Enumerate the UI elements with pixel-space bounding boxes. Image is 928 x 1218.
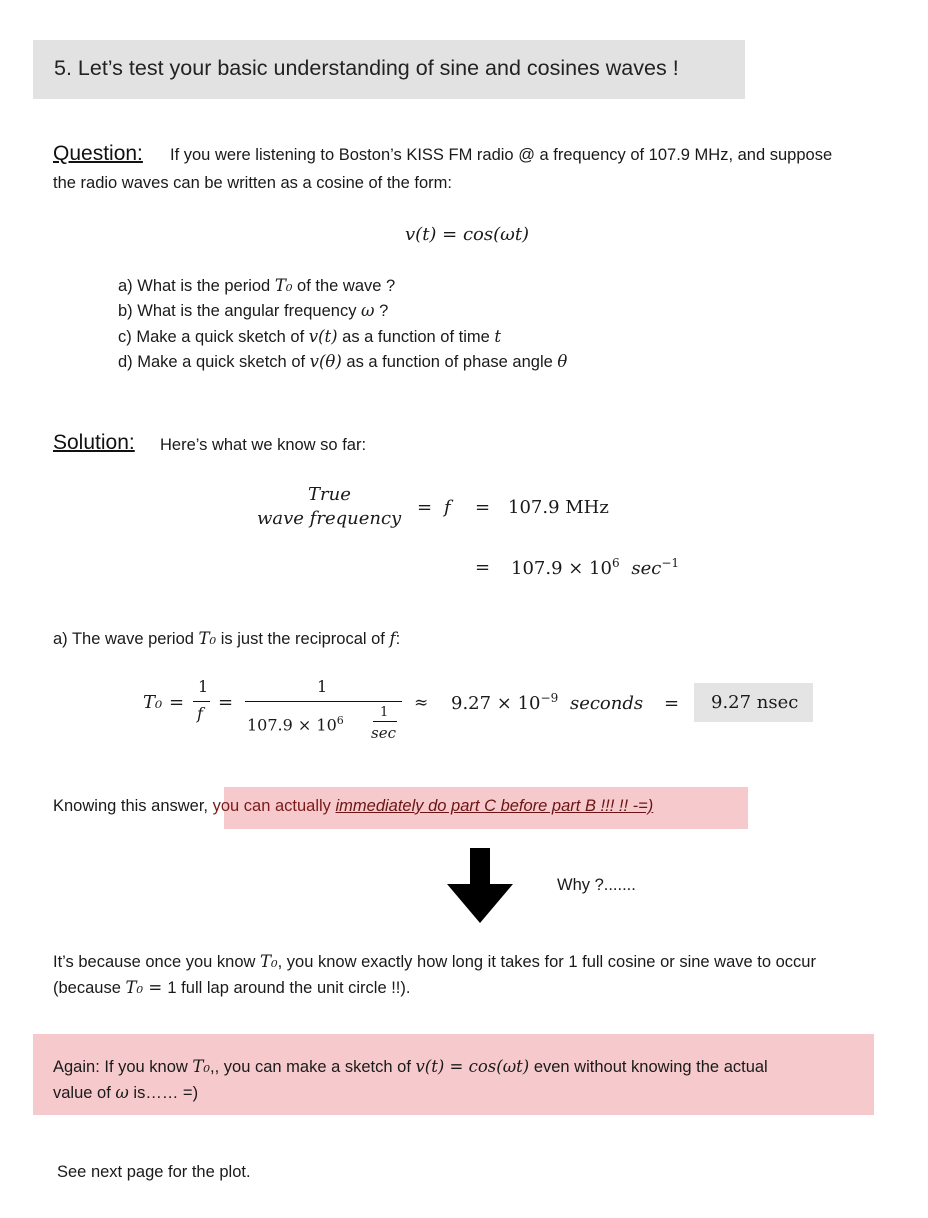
- wave-equation: v(t) = cos(ωt): [405, 224, 530, 245]
- knowing-line: Knowing this answer, you can actually immediately do part C before part B !!! !! -=): [53, 797, 654, 815]
- period-equals-1: =: [169, 692, 185, 713]
- frac1-numerator: 1: [198, 677, 209, 696]
- period-equals-2: =: [218, 692, 234, 713]
- question-label: Question:: [53, 142, 143, 165]
- freq-equals-3: =: [475, 557, 491, 578]
- question-line-2: the radio waves can be written as a cosine of the form:: [53, 174, 452, 192]
- result-boxed-value: 9.27 nsec: [711, 692, 799, 713]
- frac2-numerator: 1: [317, 677, 328, 696]
- freq-label-line1: True: [308, 484, 351, 505]
- solution-label: Solution:: [53, 431, 135, 454]
- unit-frac-numerator: 1: [380, 705, 389, 720]
- because-line-2: (because T₀ = 1 full lap around the unit circle !!).: [53, 978, 411, 997]
- freq-equals-1: =: [417, 497, 433, 518]
- unit-frac-denominator: sec: [371, 724, 396, 742]
- T0-symbol: T₀: [143, 692, 163, 713]
- question-line-1: If you were listening to Boston’s KISS FM radio @ a frequency of 107.9 MHz, and suppose: [170, 146, 833, 164]
- unit-frac-line: [373, 721, 397, 722]
- question-part-a: a) What is the period T₀ of the wave ?: [118, 276, 396, 295]
- frac2-line: [245, 701, 402, 702]
- frac1-line: [193, 701, 210, 702]
- freq-value: 107.9 MHz: [508, 497, 609, 518]
- page-title: 5. Let’s test your basic understanding of sine and cosines waves !: [54, 56, 679, 80]
- frac2-denominator: $107.9 \times 10^6$: [247, 714, 344, 735]
- again-line-2: value of ω is…… =): [53, 1083, 199, 1102]
- down-arrow-icon: [446, 848, 514, 924]
- question-part-b: b) What is the angular frequency ω ?: [118, 301, 389, 320]
- period-result: $9.27 \times 10^{-9}$ seconds: [451, 691, 644, 714]
- because-line-1: It’s because once you know T₀, you know exactly how long it takes for 1 full cosine or sine wave to occur: [53, 952, 816, 971]
- question-part-d: d) Make a quick sketch of v(θ) as a function of phase angle θ: [118, 352, 568, 371]
- frac1-denominator: f: [197, 704, 203, 723]
- freq-label-line2: wave frequency: [257, 508, 402, 529]
- why-text: Why ?.......: [557, 876, 636, 894]
- again-line-1: Again: If you know T₀,, you can make a sketch of v(t) = cos(ωt) even without knowing the actual: [53, 1057, 768, 1076]
- f-symbol: f: [444, 497, 451, 518]
- period-equals-3: =: [664, 693, 680, 714]
- next-page-note: See next page for the plot.: [57, 1163, 251, 1181]
- freq-scientific: $107.9 \times 10^6$ $\sec^{-1}$: [511, 556, 680, 579]
- question-part-c: c) Make a quick sketch of v(t) as a function of time t: [118, 327, 502, 346]
- approx-sign: ≈: [414, 693, 429, 713]
- freq-equals-2: =: [475, 497, 491, 518]
- part-a-intro: a) The wave period T₀ is just the reciprocal of f:: [53, 629, 401, 648]
- solution-intro: Here’s what we know so far:: [160, 436, 367, 454]
